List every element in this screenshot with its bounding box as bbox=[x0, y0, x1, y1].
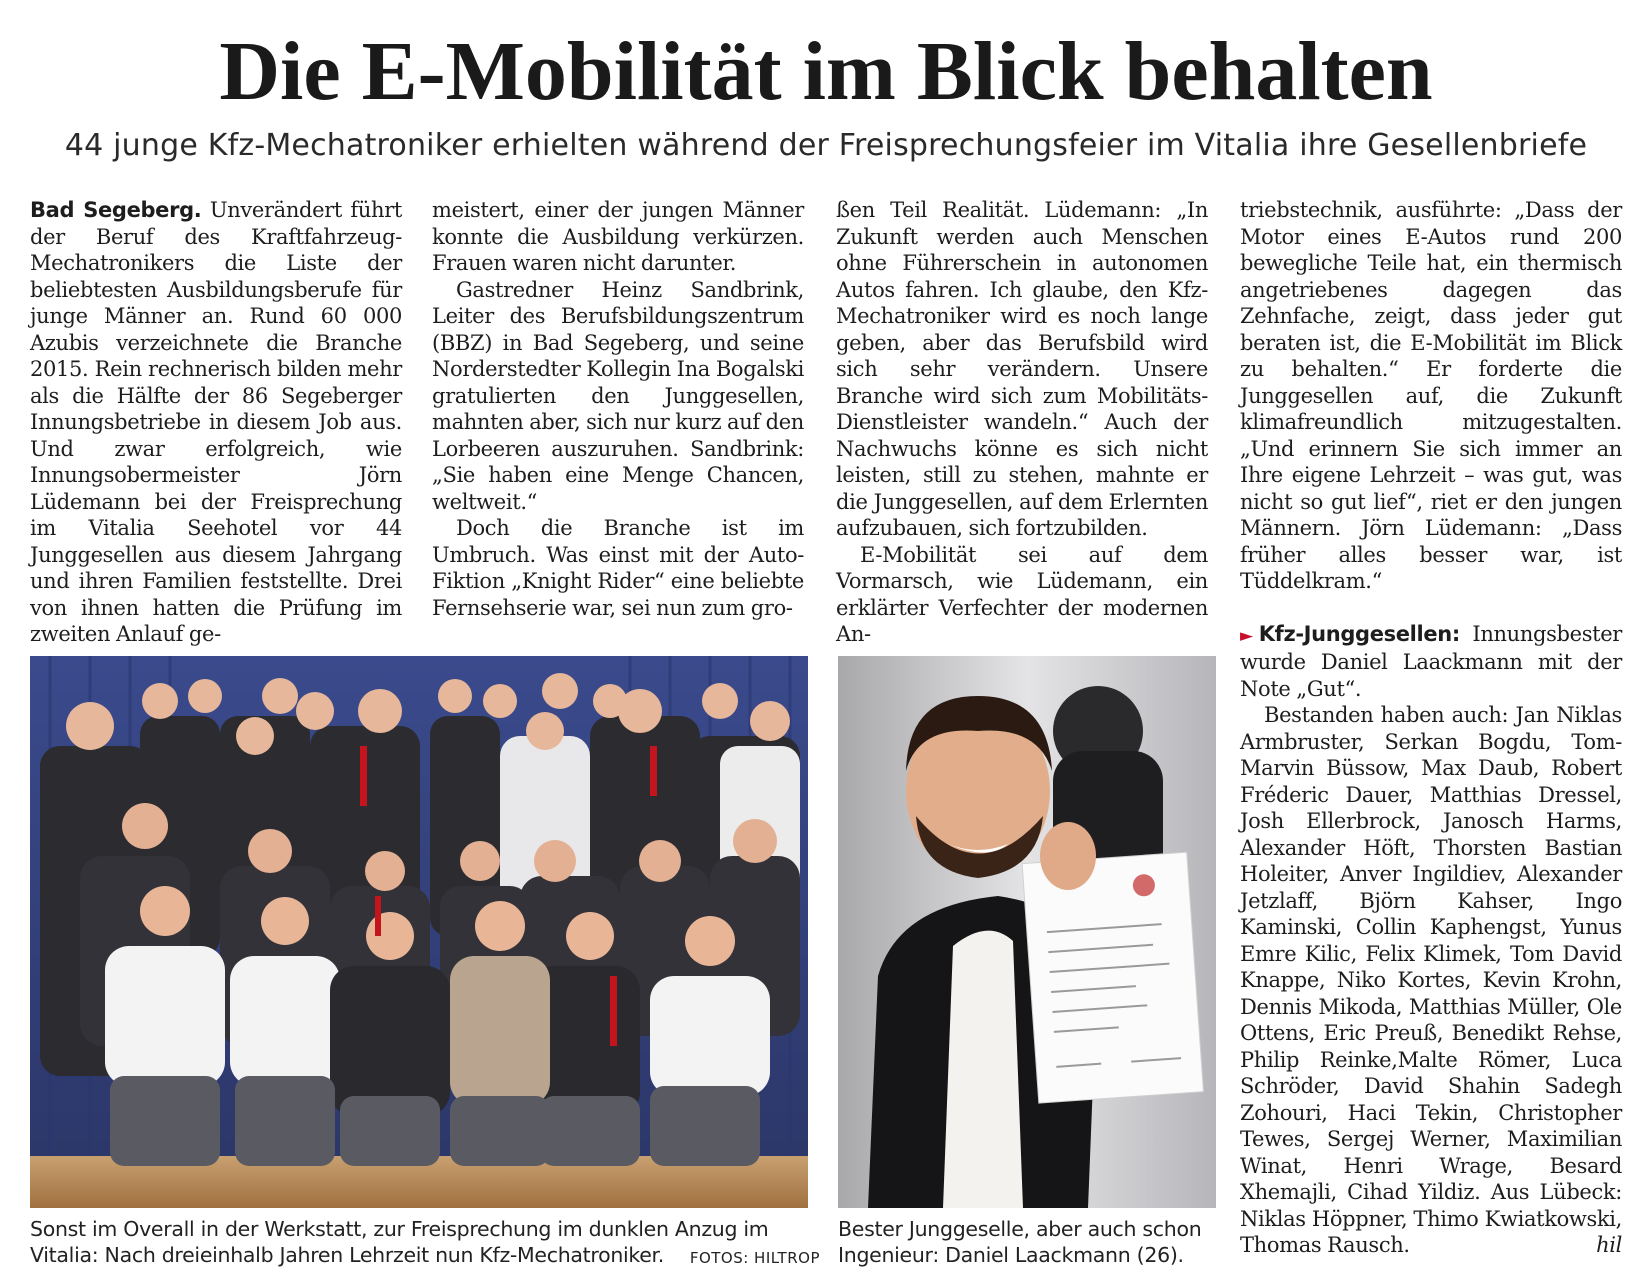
section-lead: Kfz-Junggesellen: bbox=[1258, 621, 1460, 646]
dateline: Bad Segeberg. bbox=[30, 198, 202, 222]
group-photo-illustration bbox=[30, 656, 808, 1208]
article-column-4 bbox=[1240, 197, 1622, 1259]
portrait-illustration bbox=[838, 656, 1216, 1208]
photo-caption-portrait: Bester Junggeselle, aber auch schon Ingenieur: Daniel Laackmann (26). bbox=[838, 1217, 1202, 1267]
portrait-photo bbox=[838, 656, 1216, 1208]
photo-caption-group bbox=[30, 1216, 820, 1271]
paragraph: E-Mobilität sei auf dem Vormarsch, wie Lüdemann, ein erklärter Verfechter der modernen An- bbox=[836, 542, 1208, 646]
paragraph-text: Unverändert führt der Beruf des Kraftfahrzeug-Mechatronikers die Liste der beliebtesten Ausbildungsberufe für junge Männer an. Rund 60 000 Azubis verzeichnete die Branche 2015. Rein rechnerisch bilden mehr als die Hälfte der 86 Segeberger Innungsbetriebe in diesem Job aus. Und zwar erfolgreich, wie Innungsobermeister Jörn Lüdemann bei der Freisprechung im Vitalia Seehotel vor 44 Junggesellen aus diesem Jahrgang und ihren Familien feststellte. Drei von ihnen hatten die Prüfung im zweiten Anlauf ge- bbox=[30, 198, 402, 646]
paragraph: Gastredner Heinz Sandbrink, Leiter des Berufsbildungszentrum (BBZ) in Bad Segeberg, und seine Norderstedter Kollegin Ina Bogalski gratulierten den Junggesellen, mahnten aber, sich nur kurz auf den Lorbeeren auszuruhen. Sandbrink: „Sie haben eine Menge Chancen, weltweit.“ bbox=[432, 277, 804, 514]
triangle-marker-icon: ► bbox=[1240, 625, 1253, 646]
caption-text: Sonst im Overall in der Werkstatt, zur Freisprechung im dunklen Anzug im Vitalia: Nach dreieinhalb Jahren Lehrzeit nun Kfz-Mechatroniker. bbox=[30, 1217, 769, 1267]
article-column-1 bbox=[30, 197, 402, 648]
group-photo bbox=[30, 656, 808, 1208]
headline: Die E-Mobilität im Blick behalten bbox=[219, 25, 1433, 118]
paragraph: meistert, einer der jungen Männer konnte die Ausbildung verkürzen. Frauen waren nicht darunter. bbox=[432, 198, 804, 275]
paragraph: ßen Teil Realität. Lüdemann: „In Zukunft werden auch Menschen ohne Führerschein in autonomen Autos fahren. Ich glaube, den Kfz-Mechatroniker wird es noch lange geben, aber das Berufsbild wird sich sehr verändern. Unsere Branche wird sich zum Mobilitäts-Dienstleister wandeln.“ Auch der Nachwuchs könne es sich nicht leisten, still zu stehen, mahnte er die Junggesellen, auf dem Erlernten aufzubauen, sich fortzubilden. bbox=[836, 198, 1208, 540]
paragraph bbox=[1240, 621, 1622, 703]
paragraph: triebstechnik, ausführte: „Dass der Motor eines E-Autos rund 200 bewegliche Teile hat, ein thermisch angetriebenes dagegen das Zehnfache, zeigt, dass jeder gut beraten ist, die E-Mobilität im Blick zu behalten.“ Er forderte die Junggesellen auf, die Zukunft klimafreundlich mitzugestalten. „Und erinnern Sie sich immer an Ihre eigene Lehrzeit – was gut, was nicht so gut lief“, riet er den jungen Männern. Jörn Lüdemann: „Dass früher alles besser war, ist Tüddelkram.“ bbox=[1240, 198, 1622, 593]
photo-credit: FOTOS: HILTROP bbox=[689, 1249, 820, 1267]
paragraph bbox=[1240, 702, 1622, 1259]
paragraph bbox=[30, 197, 402, 648]
article-column-2 bbox=[432, 197, 804, 621]
paragraph-text: Innungsbester wurde Daniel Laackmann mit der Note „Gut“. bbox=[1240, 621, 1622, 701]
subheadline: 44 junge Kfz-Mechatroniker erhielten während der Freisprechungsfeier im Vitalia ihre Gesellenbriefe bbox=[64, 128, 1588, 163]
author-initials: hil bbox=[1596, 1233, 1622, 1257]
graduates-list: Bestanden haben auch: Jan Niklas Armbruster, Serkan Bogdu, Tom-Marvin Büssow, Max Daub, Robert Fréderic Dauer, Matthias Dressel, Josh Ellerbrock, Janosch Harms, Alexander Höft, Thorsten Bastian Holeiter, Anver Ingildiev, Alexander Jetzlaff, Björn Kahser, Ingo Kaminski, Collin Kaphengst, Yunus Emre Kilic, Felix Klimek, Tom David Knappe, Niko Kortes, Kevin Krohn, Dennis Mikoda, Matthias Müller, Ole Ottens, Eric Preuß, Benedikt Rehse, Philip Reinke,Malte Römer, Luca Schröder, David Shahin Sadegh Zohouri, Haci Tekin, Christopher Tewes, Sergej Werner, Maximilian Winat, Henri Wrage, Besard Xhemajli, Cihad Yildiz. Aus Lübeck: Niklas Höppner, Thimo Kwiatkowski, Thomas Rausch. bbox=[1240, 703, 1622, 1257]
article-column-3 bbox=[836, 197, 1208, 648]
paragraph: Doch die Branche ist im Umbruch. Was einst mit der Auto-Fiktion „Knight Rider“ eine beliebte Fernsehserie war, sei nun zum gro- bbox=[432, 516, 804, 620]
